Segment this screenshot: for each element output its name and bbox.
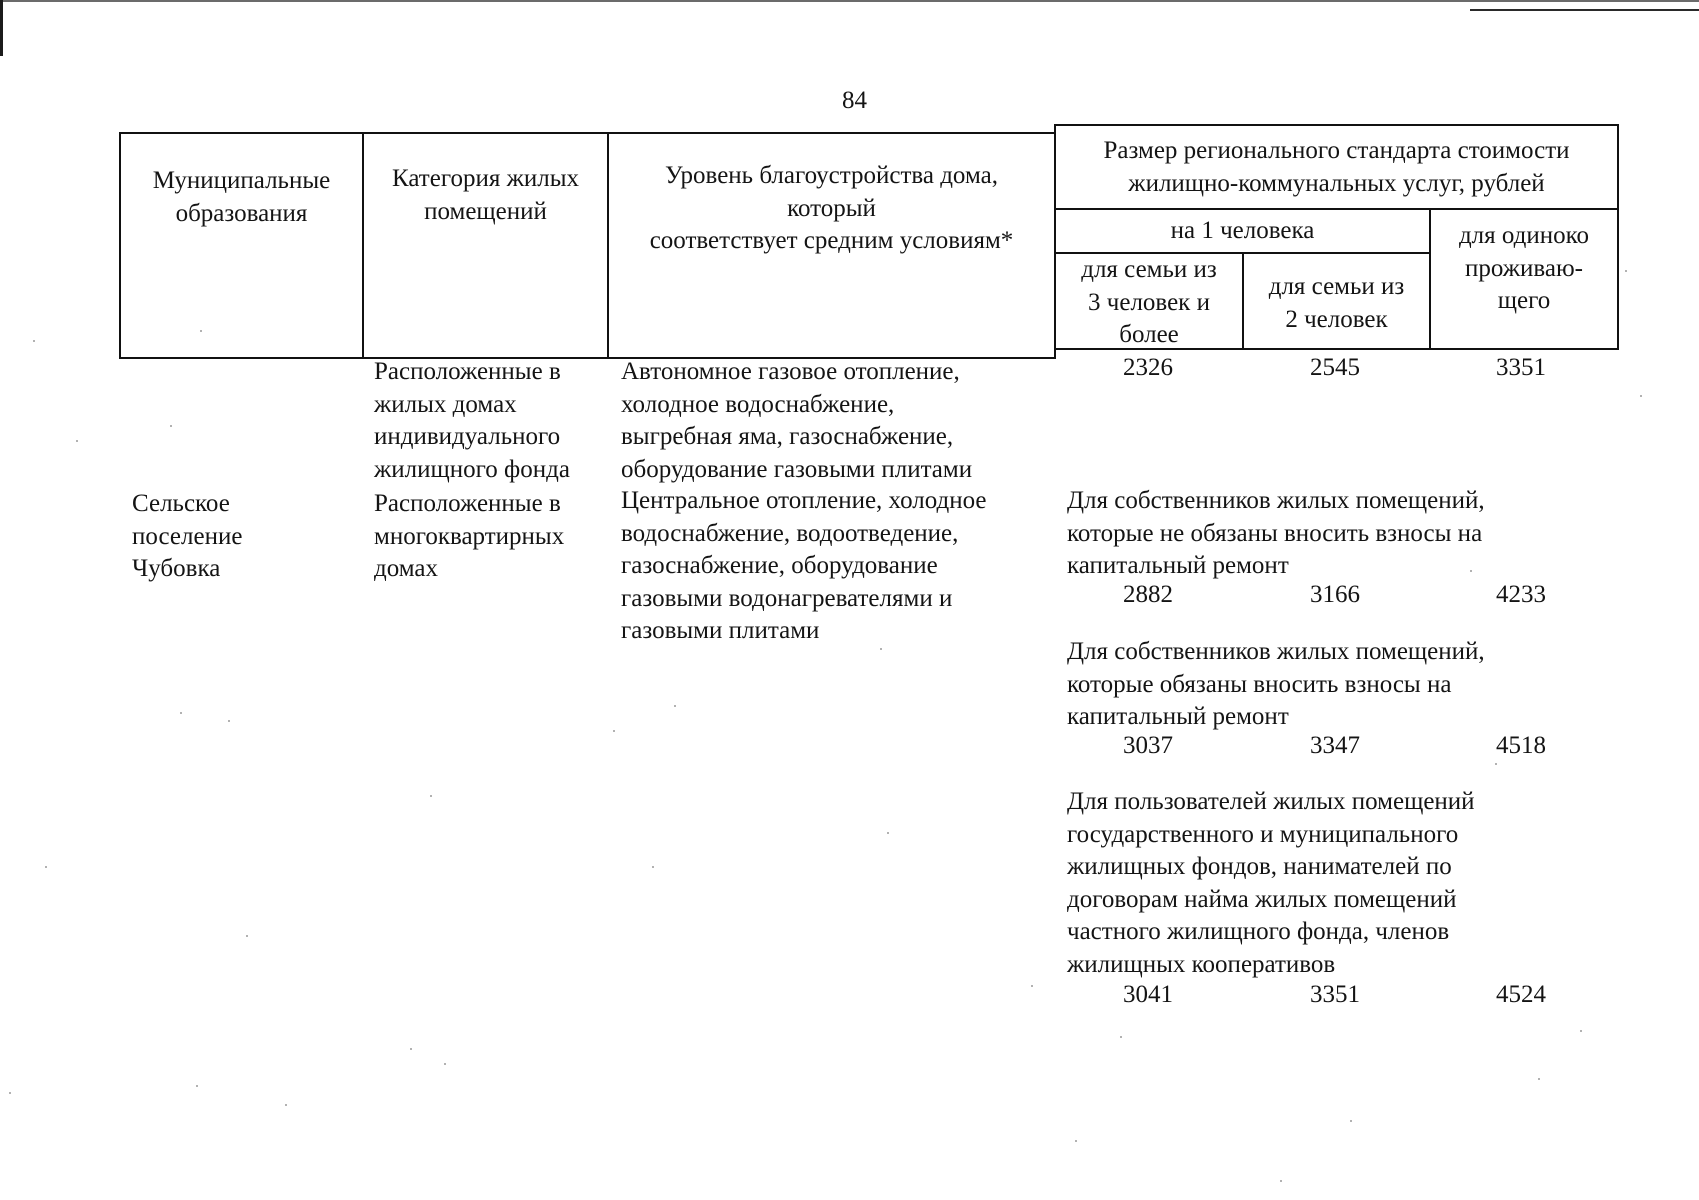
group2-value-family2: 3347 bbox=[1310, 732, 1360, 759]
group1-value-family2: 3166 bbox=[1310, 581, 1360, 608]
header-family-2: для семьи из 2 человек bbox=[1268, 273, 1405, 333]
row1-value-single: 3351 bbox=[1496, 354, 1546, 381]
group3-caption: Для пользователей жилых помещений государственного и муниципального жилищных фондов, нанимателей по договорам найма жилых помещений частного жилищного фонда, членов жилищных кооперативов bbox=[1067, 788, 1475, 978]
row2-category: Расположенные в многоквартирных домах bbox=[374, 490, 565, 582]
row2-comfort-level: Центральное отопление, холодное водоснабжение, водоотведение, газоснабжение, оборудование газовыми водонагревателями и газовыми плитами bbox=[621, 487, 987, 644]
header-single: для одиноко проживаю- щего bbox=[1458, 222, 1590, 314]
group2-value-family3: 3037 bbox=[1123, 732, 1173, 759]
header-per-person: на 1 человека bbox=[1170, 217, 1315, 244]
group3-value-single: 4524 bbox=[1496, 981, 1546, 1008]
group1-value-single: 4233 bbox=[1496, 581, 1546, 608]
group3-value-family3: 3041 bbox=[1123, 981, 1173, 1008]
group2-caption: Для собственников жилых помещений, которые обязаны вносить взносы на капитальный ремонт bbox=[1067, 638, 1485, 730]
header-standard-size: Размер регионального стандарта стоимости жилищно-коммунальных услуг, рублей bbox=[1103, 137, 1570, 197]
row1-category: Расположенные в жилых домах индивидуального жилищного фонда bbox=[374, 358, 570, 483]
row1-value-family2: 2545 bbox=[1310, 354, 1360, 381]
page-number: 84 bbox=[842, 87, 867, 114]
header-comfort-level: Уровень благоустройства дома, который соответствует средним условиям* bbox=[649, 162, 1014, 254]
header-family-3: для семьи из 3 человек и более bbox=[1081, 256, 1217, 348]
group3-value-family2: 3351 bbox=[1310, 981, 1360, 1008]
group2-value-single: 4518 bbox=[1496, 732, 1546, 759]
row1-comfort-level: Автономное газовое отопление, холодное водоснабжение, выгребная яма, газоснабжение, оборудование газовыми плитами bbox=[621, 358, 973, 483]
header-category: Категория жилых помещений bbox=[392, 165, 579, 225]
group1-caption: Для собственников жилых помещений, которые не обязаны вносить взносы на капитальный ремонт bbox=[1067, 487, 1485, 579]
scan-edge-top bbox=[0, 0, 1699, 2]
row1-value-family3: 2326 bbox=[1123, 354, 1173, 381]
scan-edge-line bbox=[1470, 9, 1699, 11]
scan-edge-left bbox=[0, 0, 3, 56]
municipality-name: Сельское поселение Чубовка bbox=[132, 490, 243, 582]
group1-value-family3: 2882 bbox=[1123, 581, 1173, 608]
header-municipality: Муниципальные образования bbox=[152, 167, 331, 227]
